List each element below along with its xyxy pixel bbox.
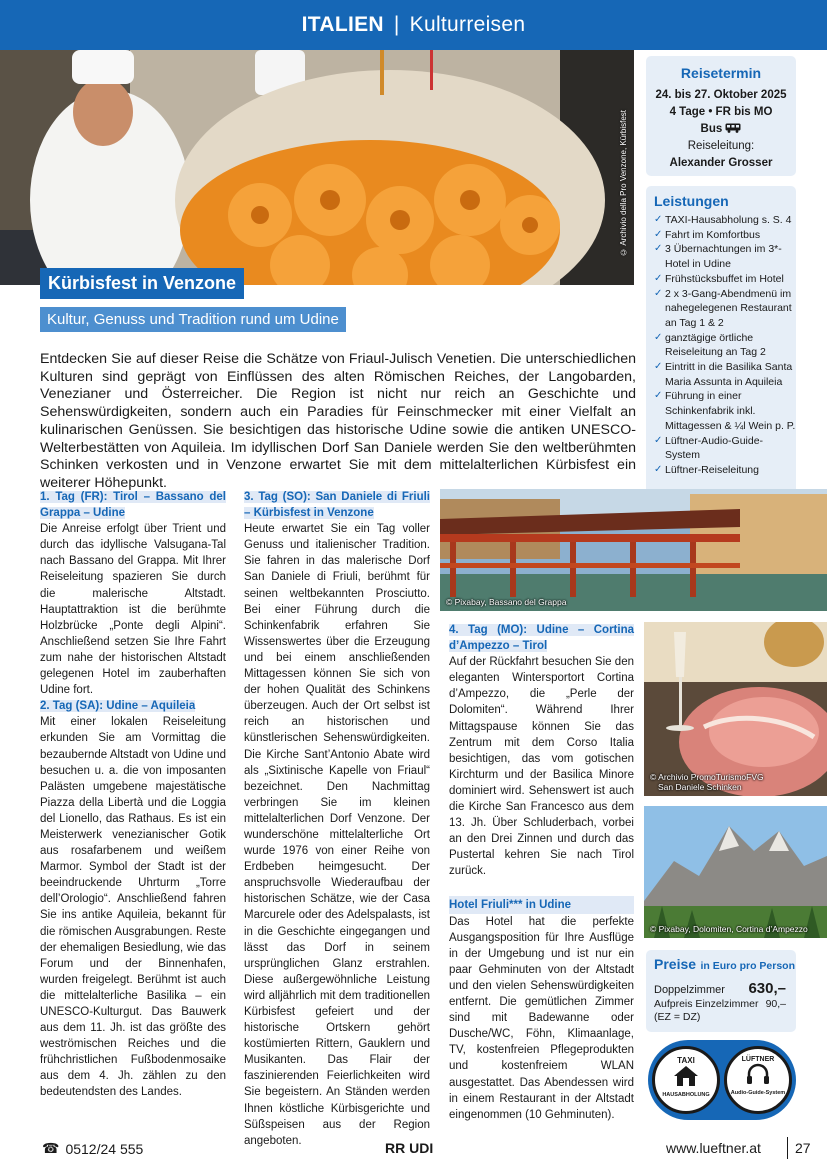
reisetermin-heading: Reisetermin xyxy=(680,65,762,81)
header-subtitle: Kulturreisen xyxy=(409,13,526,36)
reisetermin-transport-label: Bus xyxy=(700,123,723,135)
photo-ham-credit-line-2: San Daniele Schinken xyxy=(658,782,742,792)
leistungen-item: ✓ 3 Übernachtungen im 3*-Hotel in Udine xyxy=(654,242,796,271)
header-separator: | xyxy=(393,13,400,36)
price-single-value: 90,– xyxy=(765,998,786,1010)
taxi-badge-top: TAXI xyxy=(677,1056,695,1065)
leistungen-box xyxy=(646,186,796,520)
leistungen-item: ✓ Lüftner-Reiseleitung xyxy=(654,463,796,478)
intro-text: Entdecken Sie auf dieser Reise die Schätze von Friaul-Julisch Venetien. Die unterschiedlichen Kulturen sind geprägt von Einflüssen des alten Römischen Reiches, der Langobarden, Venezianer und Österreicher. Die Region ist nicht nur reich an Geschichte und Sehenswürdigkeiten, sondern auch ein Paradies für Feinschmecker mit einer Vielfalt an kulinarischen Genüssen. Sie besichtigen das historische Udine sowie die antiken UNESCO-Welterbestätten von Aquileia. Im idyllischen Dorf San Daniele werden Sie den weltberühmten Schinken verkosten und in Venzone erwartet Sie mit dem mittelalterlichen Kürbisfest ein weiterer Höhepunkt. xyxy=(40,351,636,491)
day-3-text: Heute erwartet Sie ein Tag voller Genuss und italienischer Tradition. Sie fahren in das malerische Dorf San Daniele di Friuli, berühmt für seinen weltbekannten Prosciutto. Bei einer Führung durch die Schinkenfabrik erfahren Sie Wissenswertes über die Erzeugung und bei einem anschließenden Mittagessen können Sie sich von der hohen Qualität des Schinkens überzeugen. Auch der Ort selbst ist reich an historischen und künstlerischen Sehenswürdigkeiten. Die Kirche Sant’Antonio Abate wird als „Sixtinische Kapelle von Friaul“ bezeichnet. Den Nachmittag verbringen Sie im kleinen mittelalterlichen Dorf Venzone. Der wunderschöne mittelalterliche Ort wurde 1976 von einer Reihe von Erdbeben heimgesucht. Der anspruchsvolle Wiederaufbau der historischen Schätze, wie der Casa Marcurele oder des Adelspalasts, ist in die Geschichte eingegangen und lässt das Dorf in seinem ursprünglichen Glanz erstrahlen. Diese außergewöhnliche Leistung wird alljährlich mit dem traditionellen Kürbisfest gefeiert und der historische Ortskern gehört kostümierten Rittern, Gauklern und Musikanten. Das Flair der faszinierenden Feierlichkeiten wird Sie begeistern. An Ständen werden Ihnen köstliche Kürbisgerichte und Süßspeisen aus der Region angeboten. xyxy=(244,523,430,1147)
taxi-badge-bottom: HAUSABHOLUNG xyxy=(662,1092,710,1098)
footer-phone-number: 0512/24 555 xyxy=(65,1140,144,1157)
reisetermin-box xyxy=(646,56,796,176)
reisetermin-lead-label: Reiseleitung: xyxy=(687,140,755,152)
headphones-icon xyxy=(745,1063,771,1085)
day-2 xyxy=(40,698,226,1100)
column-day-3 xyxy=(244,489,430,1149)
photo-bassano-bridge xyxy=(440,489,827,611)
price-heading-row xyxy=(654,956,796,974)
photo-ham-credit xyxy=(650,772,764,792)
leistungen-item: ✓ Lüftner-Audio-Guide-System xyxy=(654,434,796,463)
leistungen-item: ✓ TAXI-Hausabholung s. S. 4 xyxy=(654,213,796,228)
day-1-text: Die Anreise erfolgt über Trient und durch das idyllische Valsugana-Tal nach Bassano del Grappa. Mit Ihrer Reiseleitung spazieren Sie durch die malerische Altstadt. Hauptattraktion ist die berühmte Holzbrücke „Ponte degli Alpini“. Anschließend setzen Sie Ihre Fahrt zum nahe der historischen Altstadt gelegenen Hotel im zauberhaften Udine fort. xyxy=(40,523,226,697)
day-2-heading: 2. Tag (SA): Udine – Aquileia xyxy=(40,700,196,713)
audio-badge-top: LÜFTNER xyxy=(741,1056,775,1063)
reisetermin-transport xyxy=(646,121,796,138)
page-footer xyxy=(0,1134,827,1164)
reisetermin-date: 24. bis 27. Oktober 2025 xyxy=(655,89,787,101)
photo-dolomites xyxy=(644,806,827,938)
hero-illustration xyxy=(0,50,634,285)
photo-bridge-credit: © Pixabay, Bassano del Grappa xyxy=(446,597,567,607)
reisetermin-lead-name: Alexander Grosser xyxy=(669,157,773,169)
footer-url[interactable]: www.lueftner.at xyxy=(666,1140,761,1156)
badges xyxy=(648,1040,796,1124)
header-title: ITALIEN xyxy=(301,13,384,36)
day-3-heading: 3. Tag (SO): San Daniele di Friuli – Kürbisfest in Venzone xyxy=(244,491,430,520)
reisetermin-duration: 4 Tage • FR bis MO xyxy=(669,106,773,118)
day-4-text: Auf der Rückfahrt besuchen Sie den eleganten Wintersportort Cortina d’Ampezzo, die „Perle der Dolomiten“. Während Ihrer Mittagspause können Sie das Zentrum mit dem Corso Italia besichtigen, das vom gotischen Kirchturm und der Basilica Minore dominiert wird. Sehenswert ist auch die Kirche San Francesco aus dem 13. Jh. Über Schluderbach, vorbei an den Drei Zinnen und durch das Pustertal kehren Sie nach Tirol zurück. xyxy=(449,656,634,878)
photo-ham-credit-line-1: © Archivio PromoTurismoFVG xyxy=(650,772,764,782)
leistungen-heading: Leistungen xyxy=(654,193,729,209)
price-double-value: 630,– xyxy=(748,980,786,997)
day-1-heading: 1. Tag (FR): Tirol – Bassano del Grappa – Udine xyxy=(40,491,226,520)
audio-guide-badge xyxy=(724,1046,792,1114)
leistungen-item: ✓ Eintritt in die Basilika Santa Maria Assunta in Aquileia xyxy=(654,360,796,389)
page-header xyxy=(0,0,827,50)
phone-icon: ☎ xyxy=(42,1140,60,1156)
footer-divider xyxy=(787,1137,788,1159)
price-note: (EZ = DZ) xyxy=(654,1011,701,1023)
house-icon xyxy=(673,1065,699,1087)
price-box xyxy=(646,950,796,1032)
hero-photo-pumpkin xyxy=(0,50,634,285)
bridge-illustration xyxy=(440,489,827,611)
hero-photo-credit: © Archivio della Pro Venzone, Kürbisfest xyxy=(619,110,628,257)
taxi-badge xyxy=(652,1046,720,1114)
audio-badge-bottom: Audio-Guide-System xyxy=(730,1090,786,1096)
column-day-4-hotel xyxy=(449,622,634,1123)
leistungen-item: ✓ ganztägige örtliche Reiseleitung an Tag 2 xyxy=(654,331,796,360)
photo-san-daniele-ham xyxy=(644,622,827,796)
price-heading-suffix: in Euro pro Person xyxy=(700,960,796,972)
photo-mountains-credit: © Pixabay, Dolomiten, Cortina d’Ampezzo xyxy=(650,924,808,934)
day-1 xyxy=(40,489,226,698)
price-single-label: Aufpreis Einzelzimmer xyxy=(654,998,759,1010)
leistungen-list xyxy=(646,213,796,478)
day-2-text: Mit einer lokalen Reiseleitung erkunden Sie am Vormittag die bezaubernde Altstadt von Udine und besuchen u. a. die von imposanten Palästen umgebene majestätische Piazza della Libertà und die Loggia del Lionello, das Rathaus. Es ist ein Meisterwerk venezianischer Gotik aus rosafarbenem und weißem Marmor. Symbol der Stadt ist der beeindruckende Uhrturm „Torre dell’Orologio“. Anschließend fahren Sie ins antike Aquileia, bekannt für die römischen Ausgrabungen. Reste der ehemaligen Besiedlung, wie das Forum und der Binnenhafen, wurden freigelegt. Berühmt ist auch die mittelalterliche Basilika – ein UNESCO-Kulturgut. Das Bauwerk aus dem 11. Jh. ist das größte des weströmischen Reiches und die frühchristlichen Fußbodenmosaike aus dem 4. Jh. zählen zu den bedeutendsten des Landes. xyxy=(40,716,226,1099)
column-days-1-2 xyxy=(40,489,226,1101)
page-number: 27 xyxy=(795,1140,811,1156)
hotel-heading: Hotel Friuli*** in Udine xyxy=(449,896,634,914)
leistungen-item: ✓ Führung in einer Schinkenfabrik inkl. Mittagessen & ¼l Wein p. P. xyxy=(654,389,796,433)
hotel-text: Das Hotel hat die perfekte Ausgangsposition für Ihre Ausflüge in der Umgebung und ist nur ein paar Gehminuten von der Altstadt und den vielen Sehenswürdigkeiten entfernt. Die gemütlichen Zimmer sind mit Badewanne oder Dusche/WC, Föhn, Klimaanlage, TV, kostenfreien Pflegeprodukten und kostenfreiem WLAN ausgestattet. Das Abendessen wird in einem Restaurant in der Altstadt eingenommen (10 Gehminuten). xyxy=(449,915,634,1121)
leistungen-item: ✓ Fahrt im Komfortbus xyxy=(654,228,796,243)
leistungen-item: ✓ Frühstücksbuffet im Hotel xyxy=(654,272,796,287)
page-title: Kürbisfest in Venzone xyxy=(40,268,244,299)
leistungen-item: ✓ 2 x 3-Gang-Abendmenü im nahegelegenen Restaurant an Tag 1 & 2 xyxy=(654,287,796,331)
footer-phone xyxy=(42,1140,143,1157)
price-row-single xyxy=(654,998,786,1010)
page-subtitle: Kultur, Genuss und Tradition rund um Udine xyxy=(40,307,346,332)
footer-code: RR UDI xyxy=(385,1140,434,1156)
ham-illustration xyxy=(644,622,827,796)
mountains-illustration xyxy=(644,806,827,938)
price-heading: Preise xyxy=(654,956,697,972)
day-4-heading: 4. Tag (MO): Udine – Cortina d’Ampezzo – Tirol xyxy=(449,624,634,653)
price-row-double xyxy=(654,980,786,997)
price-double-label: Doppelzimmer xyxy=(654,984,725,996)
bus-icon xyxy=(725,123,741,133)
